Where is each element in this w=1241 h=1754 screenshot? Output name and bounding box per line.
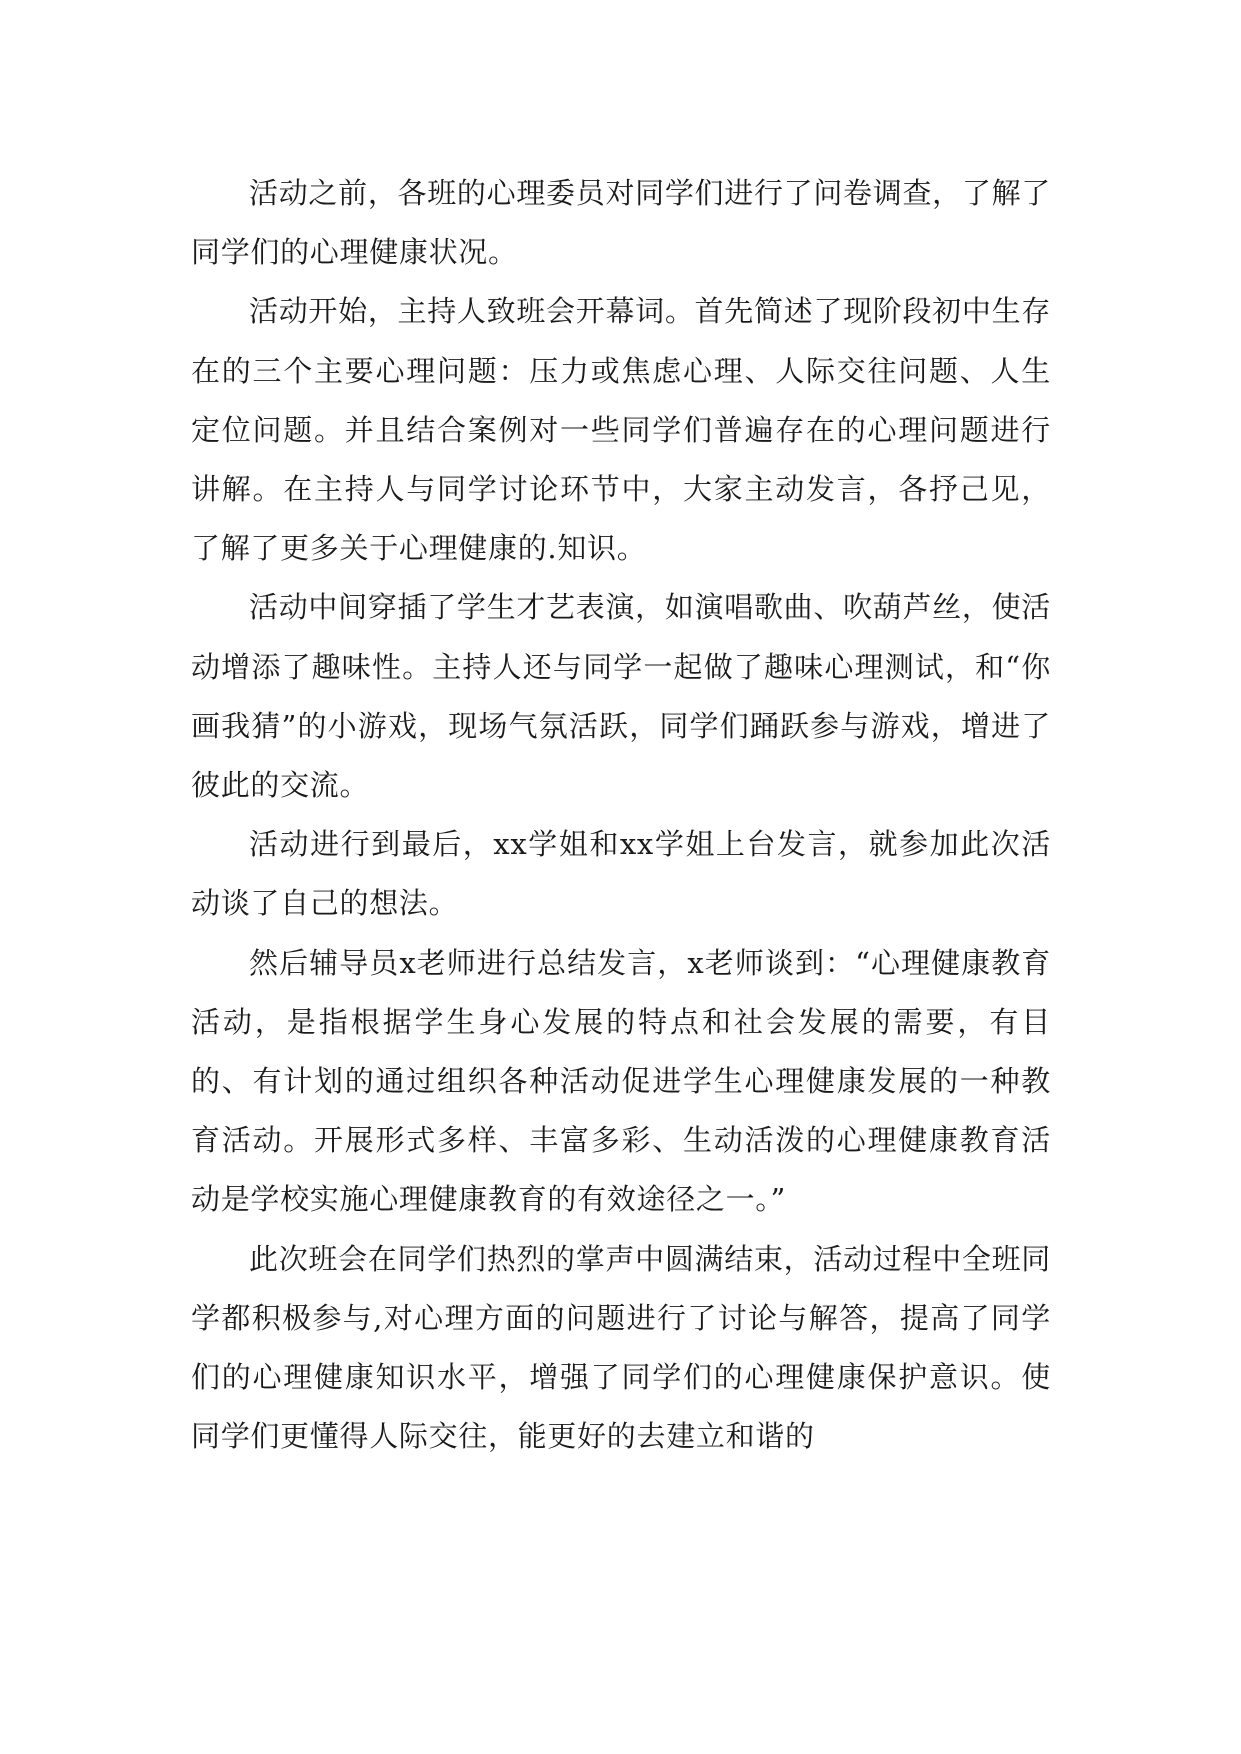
paragraph-2: 活动开始，主持人致班会开幕词。首先简述了现阶段初中生存在的三个主要心理问题：压力或焦虑心理、人际交往问题、人生定位问题。并且结合案例对一些同学们普遍存在的心理问题进行讲解。在主持人与同学讨论环节中，大家主动发言，各抒己见，了解了更多关于心理健康的.知识。	[191, 294, 1051, 566]
paragraph-5: 然后辅导员x老师进行总结发言，x老师谈到：“心理健康教育活动，是指根据学生身心发展的特点和社会发展的需要，有目的、有计划的通过组织各种活动促进学生心理健康发展的一种教育活动。开展形式多样、丰富多彩、生动活泼的心理健康教育活动是学校实施心理健康教育的有效途径之一。”	[191, 945, 1051, 1217]
document-body	[191, 164, 1051, 1466]
paragraph-1: 活动之前，各班的心理委员对同学们进行了问卷调查，了解了同学们的心理健康状况。	[191, 176, 1051, 270]
paragraph-4: 活动进行到最后，xx学姐和xx学姐上台发言，就参加此次活动谈了自己的想法。	[191, 827, 1051, 921]
paragraph-3: 活动中间穿插了学生才艺表演，如演唱歌曲、吹葫芦丝，使活动增添了趣味性。主持人还与同学一起做了趣味心理测试，和“你画我猜”的小游戏，现场气氛活跃，同学们踊跃参与游戏，增进了彼此的交流。	[191, 590, 1051, 803]
paragraph-6: 此次班会在同学们热烈的掌声中圆满结束，活动过程中全班同学都积极参与,对心理方面的问题进行了讨论与解答，提高了同学们的心理健康知识水平，增强了同学们的心理健康保护意识。使同学们更懂得人际交往，能更好的去建立和谐的	[191, 1241, 1051, 1454]
